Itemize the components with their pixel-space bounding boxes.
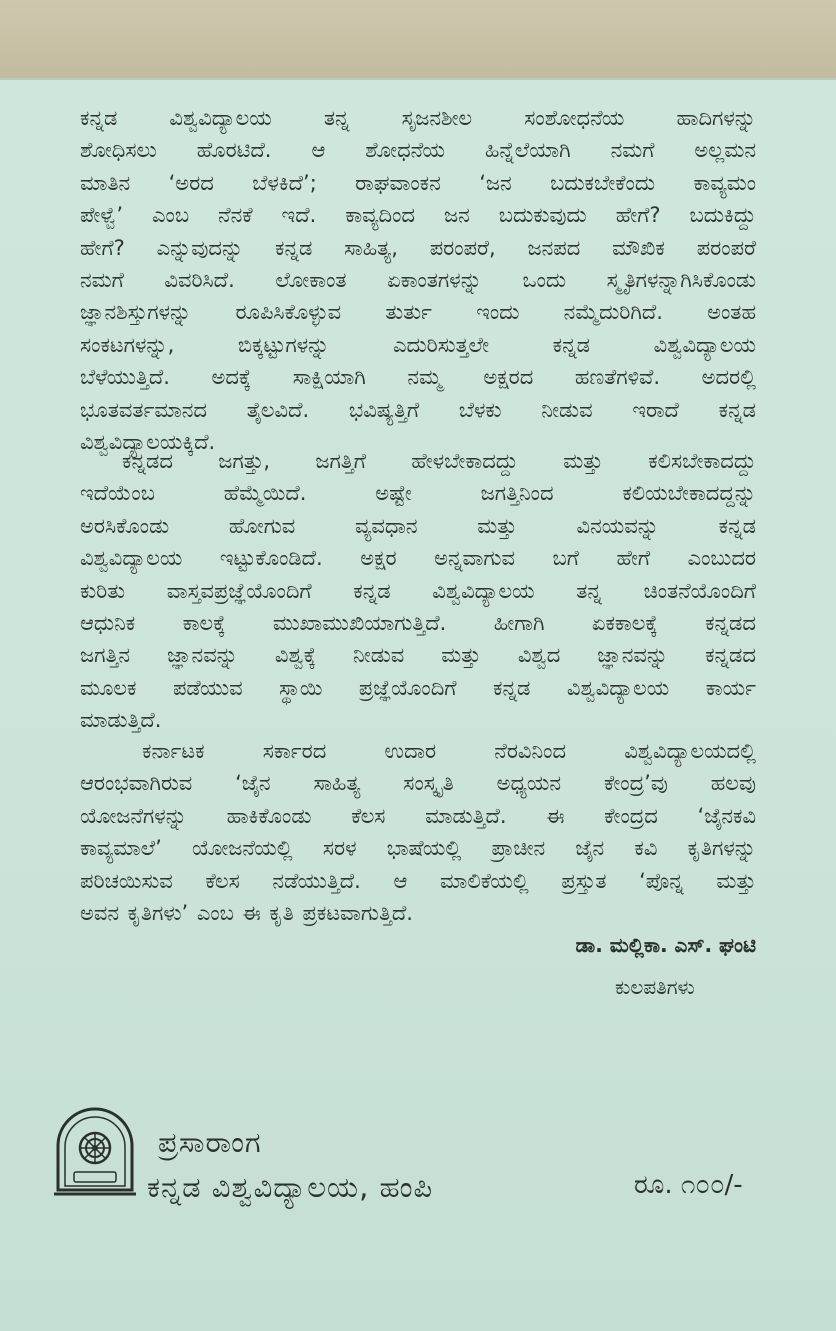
backdrop-surface (0, 0, 836, 80)
text-line: ಕನ್ನಡ ವಿಶ್ವವಿದ್ಯಾಲಯ ತನ್ನ ಸೃಜನಶೀಲ ಸಂಶೋಧನೆಯ ಹಾದಿಗಳನ್ನು (80, 106, 756, 130)
text-line: ಅರಸಿಕೊಂಡು ಹೋಗುವ ವ್ಯವಧಾನ ಮತ್ತು ವಿನಯವನ್ನು ಕನ್ನಡ (80, 513, 756, 538)
university-seal-icon (50, 1102, 140, 1198)
text-line: ಮೂಲಕ ಪಡೆಯುವ ಸ್ಥಾಯಿ ಪ್ರಜ್ಞೆಯೊಂದಿಗೆ ಕನ್ನಡ ವಿಶ್ವವಿದ್ಯಾಲಯ ಕಾರ್ಯ (80, 675, 756, 700)
text-line: ಶೋಧಿಸಲು ಹೊರಟಿದೆ. ಆ ಶೋಧನೆಯ ಹಿನ್ನೆಲೆಯಾಗಿ ನಮಗೆ ಅಲ್ಲಮನ (80, 138, 756, 163)
text-line: ಪೇಳ್ವೆ’ ಎಂಬ ನೆನಕೆ ಇದೆ. ಕಾವ್ಯದಿಂದ ಜನ ಬದುಕುವುದು ಹೇಗೆ? ಬದುಕಿದ್ದು (80, 203, 756, 228)
text-line: ಯೋಜನೆಗಳನ್ನು ಹಾಕಿಕೊಂಡು ಕೆಲಸ ಮಾಡುತ್ತಿದೆ. ಈ ಕೇಂದ್ರದ ‘ಜೈನಕವಿ (80, 803, 756, 828)
signatory-role: ಕುಲಪತಿಗಳು (615, 975, 695, 999)
text-line: ಪರಿಚಯಿಸುವ ಕೆಲಸ ನಡೆಯುತ್ತಿದೆ. ಆ ಮಾಲಿಕೆಯಲ್ಲಿ ಪ್ರಸ್ತುತ ‘ಪೊನ್ನ ಮತ್ತು (80, 868, 756, 893)
signatory-name: ಡಾ. ಮಲ್ಲಿಕಾ. ಎಸ್. ಘಂಟಿ (575, 933, 756, 957)
text-line: ಆರಂಭವಾಗಿರುವ ‘ಜೈನ ಸಾಹಿತ್ಯ ಸಂಸ್ಕೃತಿ ಅಧ್ಯಯನ ಕೇಂದ್ರ’ವು ಹಲವು (80, 771, 756, 796)
text-line: ವಿಶ್ವವಿದ್ಯಾಲಯಕ್ಕಿದೆ. (80, 430, 216, 455)
text-line: ಇದೆಯೆಂಬ ಹೆಮ್ಮೆಯಿದೆ. ಅಷ್ಟೇ ಜಗತ್ತಿನಿಂದ ಕಲಿಯಬೇಕಾದದ್ದನ್ನು (80, 481, 756, 506)
text-line: ಕನ್ನಡದ ಜಗತ್ತು, ಜಗತ್ತಿಗೆ ಹೇಳಬೇಕಾದದ್ದು ಮತ್ತು ಕಲಿಸಬೇಕಾದದ್ದು (122, 449, 756, 473)
text-line: ಜ್ಞಾನಶಿಸ್ತುಗಳನ್ನು ರೂಪಿಸಿಕೊಳ್ಳುವ ತುರ್ತು ಇಂದು ನಮ್ಮೆದುರಿಗಿದೆ. ಅಂತಹ (80, 300, 756, 325)
back-cover-page (0, 78, 836, 1331)
text-line: ಅವನ ಕೃತಿಗಳು’ ಎಂಬ ಈ ಕೃತಿ ಪ್ರಕಟವಾಗುತ್ತಿದೆ. (80, 901, 413, 926)
preface-paragraph-3 (80, 735, 756, 929)
publisher-university: ಕನ್ನಡ ವಿಶ್ವವಿದ್ಯಾಲಯ, ಹಂಪಿ (147, 1170, 434, 1204)
text-line: ಬೆಳೆಯುತ್ತಿದೆ. ಅದಕ್ಕೆ ಸಾಕ್ಷಿಯಾಗಿ ನಮ್ಮ ಅಕ್ಷರದ ಹಣತೆಗಳಿವೆ. ಅದರಲ್ಲಿ (80, 365, 756, 390)
text-line: ಆಧುನಿಕ ಕಾಲಕ್ಕೆ ಮುಖಾಮುಖಿಯಾಗುತ್ತಿದೆ. ಹೀಗಾಗಿ ಏಕಕಾಲಕ್ಕೆ ಕನ್ನಡದ (80, 611, 756, 636)
text-line: ವಿಶ್ವವಿದ್ಯಾಲಯ ಇಟ್ಟುಕೊಂಡಿದೆ. ಅಕ್ಷರ ಅನ್ನವಾಗುವ ಬಗೆ ಹೇಗೆ ಎಂಬುದರ (80, 546, 756, 571)
text-line: ಜಗತ್ತಿನ ಜ್ಞಾನವನ್ನು ವಿಶ್ವಕ್ಕೆ ನೀಡುವ ಮತ್ತು ವಿಶ್ವದ ಜ್ಞಾನವನ್ನು ಕನ್ನಡದ (80, 643, 756, 668)
text-line: ಮಾತಿನ ‘ಅರದ ಬೆಳಕಿದೆ’; ರಾಘವಾಂಕನ ‘ಜನ ಬದುಕಬೇಕೆಂದು ಕಾವ್ಯಮಂ (80, 170, 756, 195)
text-line: ನಮಗೆ ವಿವರಿಸಿದೆ. ಲೋಕಾಂತ ಏಕಾಂತಗಳನ್ನು ಒಂದು ಸ್ಮೃತಿಗಳನ್ನಾಗಿಸಿಕೊಂಡು (80, 268, 756, 293)
text-line: ಹೇಗೆ? ಎನ್ನುವುದನ್ನು ಕನ್ನಡ ಸಾಹಿತ್ಯ, ಪರಂಪರೆ, ಜನಪದ ಮೌಖಿಕ ಪರಂಪರೆ (80, 235, 756, 260)
preface-paragraph-1 (80, 102, 756, 458)
price-label: ರೂ. ೧೦೦/- (634, 1170, 743, 1200)
text-line: ಸಂಕಟಗಳನ್ನು, ಬಿಕ್ಕಟ್ಟುಗಳನ್ನು ಎದುರಿಸುತ್ತಲೇ ಕನ್ನಡ ವಿಶ್ವವಿದ್ಯಾಲಯ (80, 332, 756, 357)
text-line: ಕರ್ನಾಟಕ ಸರ್ಕಾರದ ಉದಾರ ನೆರವಿನಿಂದ ವಿಶ್ವವಿದ್ಯಾಲಯದಲ್ಲಿ (142, 739, 756, 763)
text-line: ಕುರಿತು ವಾಸ್ತವಪ್ರಜ್ಞೆಯೊಂದಿಗೆ ಕನ್ನಡ ವಿಶ್ವವಿದ್ಯಾಲಯ ತನ್ನ ಚಿಂತನೆಯೊಂದಿಗೆ (80, 578, 756, 603)
text-line: ಮಾಡುತ್ತಿದೆ. (80, 708, 162, 733)
text-line: ಭೂತವರ್ತಮಾನದ ತೈಲವಿದೆ. ಭವಿಷ್ಯತ್ತಿಗೆ ಬೆಳಕು ನೀಡುವ ಇರಾದೆ ಕನ್ನಡ (80, 397, 756, 422)
text-line: ಕಾವ್ಯಮಾಲೆ’ ಯೋಜನೆಯಲ್ಲಿ ಸರಳ ಭಾಷೆಯಲ್ಲಿ ಪ್ರಾಚೀನ ಜೈನ ಕವಿ ಕೃತಿಗಳನ್ನು (80, 836, 756, 861)
publisher-division: ಪ್ರಸಾರಾಂಗ (158, 1125, 262, 1159)
preface-paragraph-2 (80, 445, 756, 737)
